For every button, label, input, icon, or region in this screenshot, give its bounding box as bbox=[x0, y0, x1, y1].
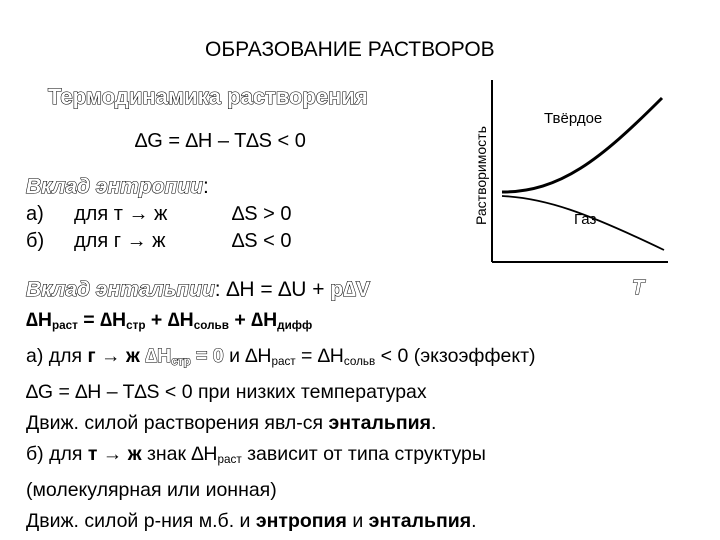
enthalpy-heading: Вклад энтальпии bbox=[26, 278, 215, 301]
line-sub: сольв bbox=[343, 355, 376, 368]
line-text: < 0 (экзоэффект) bbox=[375, 345, 536, 367]
case-a-equation: ∆S > 0 bbox=[232, 203, 292, 225]
line-text: зависит от типа структуры bbox=[241, 443, 486, 465]
sum-sub: дифф bbox=[277, 319, 313, 332]
entropy-colon: : bbox=[202, 175, 209, 198]
graph-label-gas: Газ bbox=[574, 211, 597, 228]
line-text: знак ∆H bbox=[141, 443, 218, 465]
entropy-heading: Вклад энтропии bbox=[26, 175, 203, 198]
sum-term: + ∆H bbox=[145, 309, 194, 331]
sum-sub: стр bbox=[126, 319, 146, 332]
bold-term: энтальпия bbox=[368, 510, 472, 532]
line-text: Движ. силой р-ния м.б. и bbox=[26, 510, 256, 532]
phase-transition: г → ж bbox=[87, 345, 140, 367]
sum-term: + ∆H bbox=[228, 309, 278, 331]
line-text: б) для bbox=[26, 443, 88, 465]
case-a-text: для т → ж bbox=[74, 203, 168, 225]
line-text: = ∆H bbox=[295, 345, 344, 367]
sum-term: ∆H bbox=[26, 309, 53, 331]
graph-x-label: T bbox=[632, 277, 645, 299]
line-text: и bbox=[346, 510, 369, 532]
slide-title: ОБРАЗОВАНИЕ РАСТВОРОВ bbox=[205, 38, 495, 61]
line-text: а) для bbox=[26, 345, 88, 367]
sum-sub: сольв bbox=[193, 319, 229, 332]
h-str-symbol: ∆H bbox=[145, 345, 172, 367]
structure-type-line: (молекулярная или ионная) bbox=[26, 479, 277, 501]
line-text: Движ. силой растворения явл-ся bbox=[26, 412, 329, 434]
graph-y-label: Растворимость bbox=[473, 126, 489, 225]
gibbs-low-temp-line: ∆G = ∆H – T∆S < 0 при низких температурах bbox=[26, 381, 427, 403]
case-a-label: а) bbox=[26, 203, 44, 225]
line-text: . bbox=[471, 510, 477, 532]
case-b-equation: ∆S < 0 bbox=[232, 230, 292, 252]
phase-transition: т → ж bbox=[87, 443, 142, 465]
gibbs-equation: ∆G = ∆H – T∆S < 0 bbox=[135, 130, 306, 152]
sum-term: = ∆H bbox=[77, 309, 127, 331]
thermodynamics-heading: Термодинамика растворения bbox=[48, 84, 368, 109]
enthalpy-equation: : ∆H = ∆U + bbox=[214, 278, 331, 301]
line-text: . bbox=[430, 412, 437, 434]
line-sub: раст bbox=[271, 355, 296, 368]
h-str-sub: стр bbox=[171, 355, 191, 368]
sum-sub: раст bbox=[52, 319, 78, 332]
bold-term: энтальпия bbox=[328, 412, 431, 434]
case-b-label: б) bbox=[26, 230, 45, 252]
h-str-value: = 0 bbox=[190, 345, 224, 367]
bold-term: энтропия bbox=[255, 510, 347, 532]
graph-label-solid: Твёрдое bbox=[544, 110, 603, 127]
case-b-text: для г → ж bbox=[74, 230, 166, 252]
line-text: и ∆H bbox=[223, 345, 272, 367]
enthalpy-pv: p∆V bbox=[330, 278, 371, 301]
line-sub: раст bbox=[217, 453, 242, 466]
